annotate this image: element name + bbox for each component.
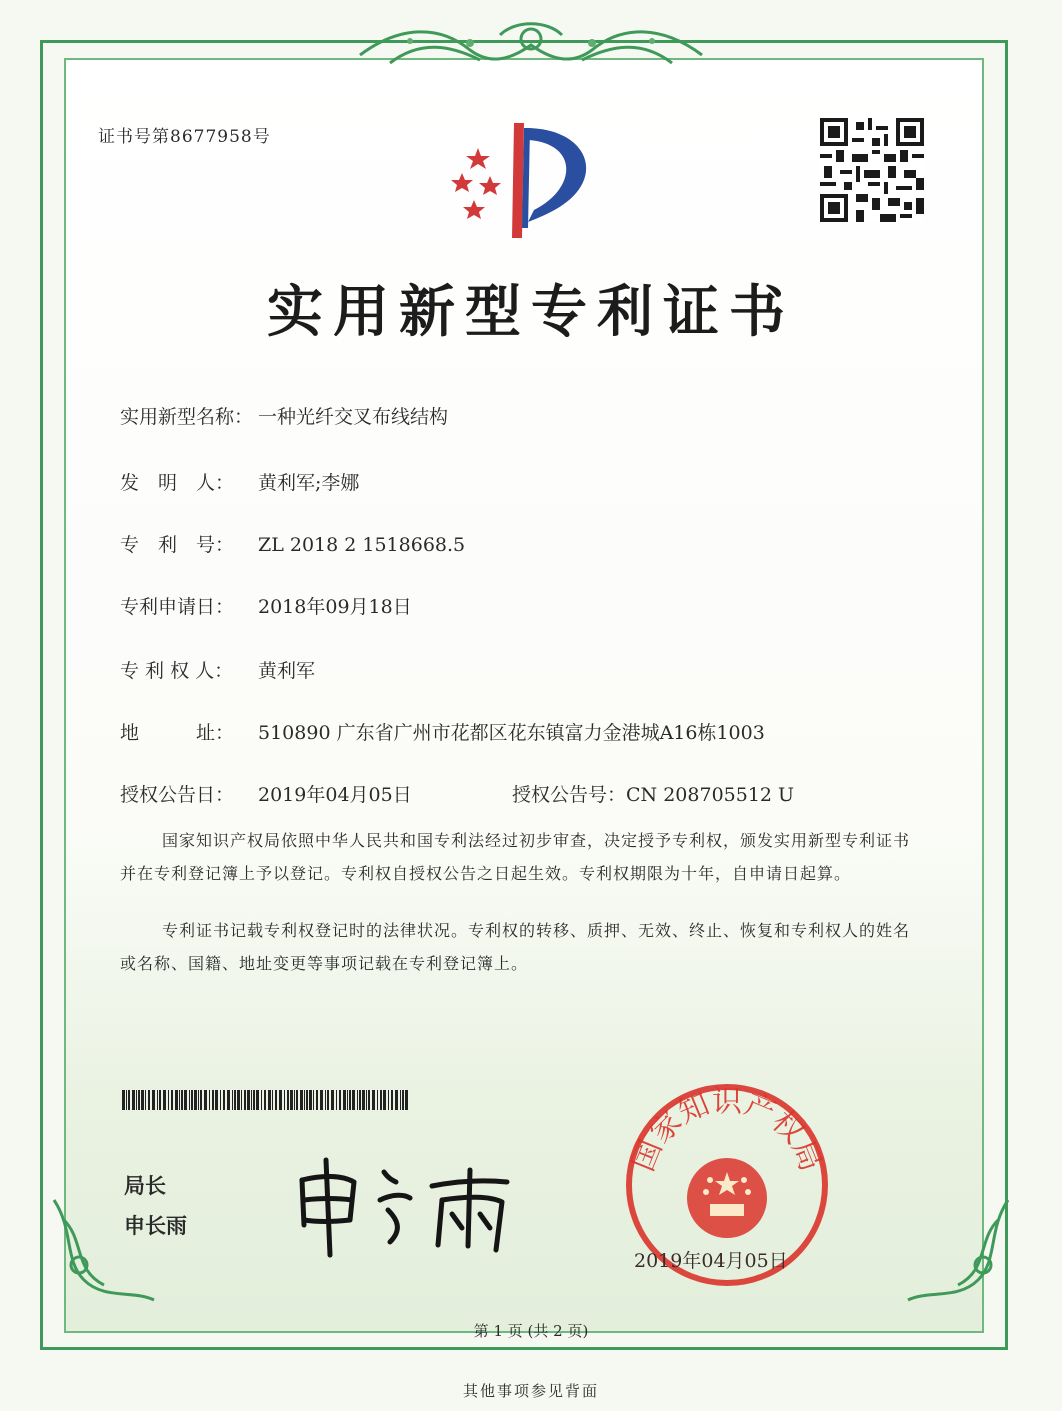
field-label: 发 明 人： bbox=[120, 472, 235, 494]
field-label: 授权公告日： bbox=[120, 784, 235, 806]
field-utility-model-name bbox=[120, 402, 448, 429]
director-name: 申长雨 bbox=[124, 1213, 187, 1238]
field-label: 专 利 号： bbox=[120, 534, 235, 556]
field-label: 授权公告号： bbox=[512, 784, 627, 806]
patent-office-logo-icon bbox=[438, 118, 608, 248]
top-ornament-icon bbox=[350, 15, 712, 77]
field-address bbox=[120, 718, 765, 745]
field-value: ZL 2018 2 1518668.5 bbox=[258, 534, 466, 556]
field-inventor bbox=[120, 468, 359, 495]
field-announcement-number bbox=[512, 780, 794, 807]
field-patentee bbox=[120, 656, 315, 683]
field-value: 2018年09月18日 bbox=[258, 596, 412, 618]
body-paragraph: 国家知识产权局依照中华人民共和国专利法经过初步审查，决定授予专利权，颁发实用新型专利证书并在专利登记簿上予以登记。专利权自授权公告之日起生效。专利权期限为十年，自申请日起算。 bbox=[120, 831, 911, 883]
director-title: 局长 bbox=[124, 1173, 166, 1198]
field-grant-date bbox=[120, 780, 412, 807]
field-label: 专利申请日： bbox=[120, 596, 235, 618]
field-value: 黄利军;李娜 bbox=[258, 472, 360, 494]
page-title: 实用新型专利证书 bbox=[267, 279, 795, 345]
field-value: 2019年04月05日 bbox=[258, 784, 412, 806]
seal-text: 国家知识产权局 bbox=[625, 1084, 829, 1177]
certificate-number: 证书号第8677958号 bbox=[98, 127, 271, 147]
field-value: 一种光纤交叉布线结构 bbox=[258, 406, 449, 428]
body-paragraph: 专利证书记载专利权登记时的法律状况。专利权的转移、质押、无效、终止、恢复和专利权人的姓名或名称、国籍、地址变更等事项记载在专利登记簿上。 bbox=[120, 921, 911, 973]
page-number: 第 1 页 (共 2 页) bbox=[473, 1322, 589, 1340]
corner-ornament-icon bbox=[898, 1190, 1018, 1310]
signature-icon bbox=[292, 1150, 522, 1260]
footer-note: 其他事项参见背面 bbox=[462, 1382, 599, 1400]
field-value: CN 208705512 U bbox=[626, 784, 795, 806]
field-value: 510890 广东省广州市花都区花东镇富力金港城A16栋1003 bbox=[258, 722, 765, 744]
qr-code-icon bbox=[820, 118, 924, 222]
field-patent-number bbox=[120, 530, 465, 557]
barcode-icon bbox=[122, 1090, 410, 1110]
inner-border bbox=[64, 58, 984, 1333]
field-label: 专 利 权 人： bbox=[120, 660, 234, 682]
seal-date: 2019年04月05日 bbox=[634, 1250, 788, 1272]
corner-ornament-icon bbox=[44, 1190, 164, 1310]
field-application-date bbox=[120, 592, 412, 619]
field-label: 地 址： bbox=[120, 722, 235, 744]
field-value: 黄利军 bbox=[258, 660, 316, 682]
field-label: 实用新型名称： bbox=[120, 406, 254, 428]
